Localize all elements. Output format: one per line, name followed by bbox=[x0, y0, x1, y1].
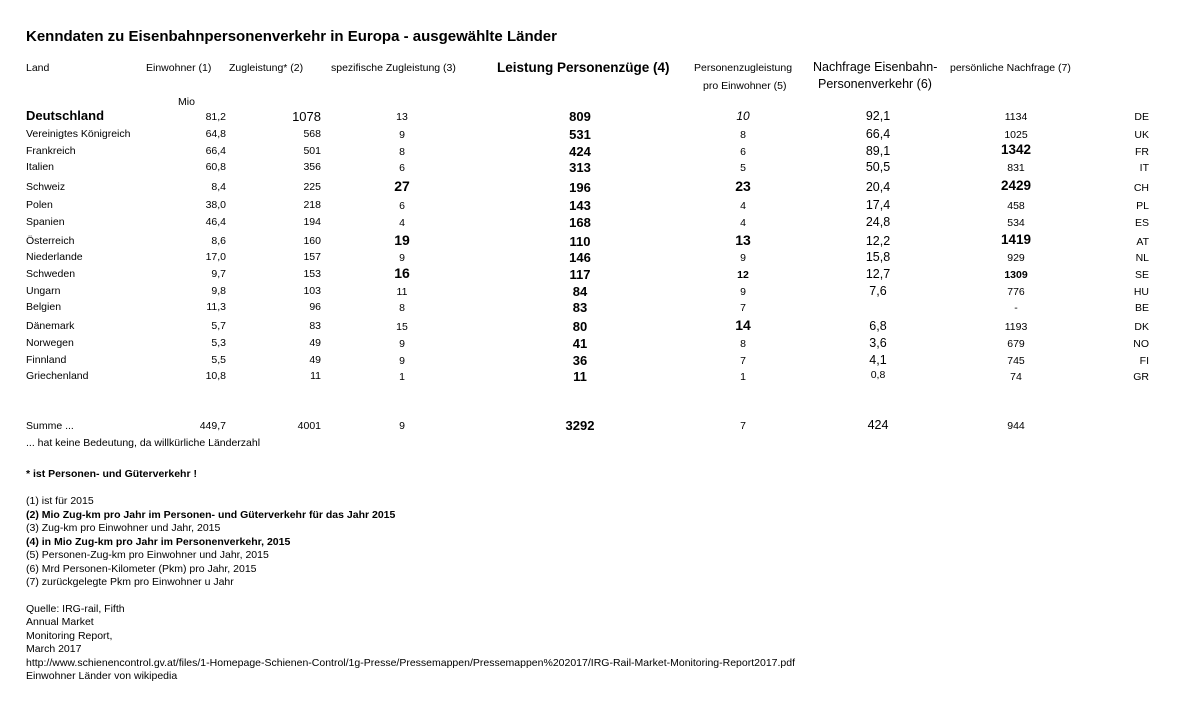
row-zugleistung: 218 bbox=[303, 199, 321, 211]
star-note: * ist Personen- und Güterverkehr ! bbox=[26, 468, 197, 480]
footnote-6: (6) Mrd Personen-Kilometer (Pkm) pro Jahr, 2015 bbox=[26, 563, 257, 575]
row-einwohner: 60,8 bbox=[205, 161, 226, 173]
row-persoenliche: 1342 bbox=[1000, 142, 1032, 157]
row-country-code: FI bbox=[1139, 355, 1149, 367]
row-zugleistung: 356 bbox=[303, 161, 321, 173]
row-persoenliche: 1309 bbox=[1004, 269, 1028, 281]
row-country-code: CH bbox=[1133, 182, 1149, 194]
source-line-4: March 2017 bbox=[26, 643, 82, 655]
row-einwohner: 17,0 bbox=[205, 251, 226, 263]
summe-label: Summe ... bbox=[26, 420, 74, 432]
row-country-code: DE bbox=[1134, 111, 1149, 123]
row-nachfrage: 92,1 bbox=[865, 109, 891, 123]
row-personenzuege: 11 bbox=[573, 369, 587, 384]
row-spezifisch: 9 bbox=[399, 129, 405, 141]
row-country-name: Österreich bbox=[26, 235, 75, 247]
row-personenzuege: 809 bbox=[569, 109, 591, 124]
row-nachfrage: 0,8 bbox=[870, 369, 886, 381]
row-country-name: Dänemark bbox=[26, 320, 75, 332]
row-spezifisch: 8 bbox=[399, 302, 405, 314]
row-nachfrage: 7,6 bbox=[869, 284, 887, 298]
row-pz-einwohner: 4 bbox=[740, 200, 746, 212]
row-pz-einwohner: 9 bbox=[740, 286, 746, 298]
row-pz-einwohner: 8 bbox=[740, 338, 746, 350]
row-zugleistung: 49 bbox=[309, 354, 321, 366]
row-pz-einwohner: 10 bbox=[736, 109, 750, 123]
row-country-code: AT bbox=[1136, 236, 1149, 248]
row-einwohner: 8,4 bbox=[211, 181, 226, 193]
row-spezifisch: 4 bbox=[399, 217, 405, 229]
header-unit-mio: Mio bbox=[178, 96, 195, 108]
row-personenzuege: 83 bbox=[572, 300, 588, 315]
row-persoenliche: 74 bbox=[1010, 371, 1022, 383]
row-persoenliche: 1134 bbox=[1004, 111, 1028, 123]
row-country-code: IT bbox=[1139, 162, 1149, 174]
row-zugleistung: 96 bbox=[309, 301, 321, 313]
row-zugleistung: 160 bbox=[303, 235, 321, 247]
header-leistung-personenzuege: Leistung Personenzüge (4) bbox=[497, 60, 670, 75]
footnote-1: (1) ist für 2015 bbox=[26, 495, 94, 507]
row-country-name: Vereinigtes Königreich bbox=[26, 128, 131, 140]
row-zugleistung: 83 bbox=[309, 320, 321, 332]
summe-spezifisch: 9 bbox=[399, 420, 405, 432]
row-personenzuege: 41 bbox=[572, 336, 588, 351]
source-line-1: Quelle: IRG-rail, Fifth bbox=[26, 603, 125, 615]
row-country-code: PL bbox=[1136, 200, 1149, 212]
header-nachfrage-line2: Personenverkehr (6) bbox=[818, 77, 932, 91]
row-country-name: Ungarn bbox=[26, 285, 61, 297]
row-persoenliche: 679 bbox=[1007, 338, 1025, 350]
summe-pz-einwohner: 7 bbox=[740, 420, 746, 432]
summe-zugleistung: 4001 bbox=[297, 420, 321, 432]
summe-personenzuege: 3292 bbox=[565, 418, 595, 433]
row-personenzuege: 531 bbox=[569, 127, 591, 142]
row-einwohner: 38,0 bbox=[205, 199, 226, 211]
row-einwohner: 46,4 bbox=[205, 216, 226, 228]
row-country-code: ES bbox=[1134, 217, 1149, 229]
row-pz-einwohner: 4 bbox=[740, 217, 746, 229]
row-personenzuege: 80 bbox=[572, 319, 588, 334]
row-personenzuege: 110 bbox=[569, 234, 591, 249]
row-spezifisch: 27 bbox=[394, 178, 410, 194]
footnote-3: (3) Zug-km pro Einwohner und Jahr, 2015 bbox=[26, 522, 221, 534]
row-spezifisch: 6 bbox=[399, 162, 405, 174]
row-einwohner: 81,2 bbox=[205, 111, 226, 123]
row-einwohner: 9,8 bbox=[211, 285, 226, 297]
row-nachfrage: 50,5 bbox=[865, 160, 891, 174]
row-einwohner: 11,3 bbox=[206, 301, 226, 313]
row-spezifisch: 15 bbox=[396, 321, 408, 333]
header-pz-pro-einwohner-line2: pro Einwohner (5) bbox=[703, 80, 787, 92]
row-country-name: Spanien bbox=[26, 216, 65, 228]
source-line-2: Annual Market bbox=[26, 616, 94, 628]
row-nachfrage: 89,1 bbox=[865, 144, 891, 158]
page-title: Kenndaten zu Eisenbahnpersonenverkehr in Europa - ausgewählte Länder bbox=[26, 28, 557, 45]
row-country-code: HU bbox=[1133, 286, 1149, 298]
row-country-name: Schweiz bbox=[26, 181, 66, 193]
row-country-name: Finnland bbox=[26, 354, 67, 366]
row-spezifisch: 6 bbox=[399, 200, 405, 212]
row-personenzuege: 36 bbox=[572, 353, 588, 368]
row-zugleistung: 194 bbox=[303, 216, 321, 228]
row-country-code: BE bbox=[1134, 302, 1149, 314]
row-einwohner: 5,7 bbox=[211, 320, 226, 332]
row-country-name: Griechenland bbox=[26, 370, 89, 382]
row-zugleistung: 153 bbox=[303, 268, 321, 280]
summe-nachfrage: 424 bbox=[867, 418, 889, 432]
row-einwohner: 5,3 bbox=[211, 337, 226, 349]
row-persoenliche: 745 bbox=[1007, 355, 1025, 367]
row-personenzuege: 168 bbox=[569, 215, 591, 230]
header-land: Land bbox=[26, 62, 50, 74]
row-country-name: Deutschland bbox=[26, 108, 105, 123]
row-zugleistung: 11 bbox=[310, 370, 321, 382]
row-nachfrage: 17,4 bbox=[865, 198, 891, 212]
row-einwohner: 64,8 bbox=[205, 128, 226, 140]
row-zugleistung: 1078 bbox=[292, 109, 321, 124]
row-pz-einwohner: 1 bbox=[740, 371, 746, 383]
row-zugleistung: 501 bbox=[303, 145, 321, 157]
footnote-4: (4) in Mio Zug-km pro Jahr im Personenverkehr, 2015 bbox=[26, 536, 291, 548]
row-country-name: Belgien bbox=[26, 301, 62, 313]
header-spezifische-zugleistung: spezifische Zugleistung (3) bbox=[331, 62, 456, 74]
row-einwohner: 5,5 bbox=[211, 354, 226, 366]
row-persoenliche: 1193 bbox=[1004, 321, 1028, 333]
row-country-name: Frankreich bbox=[26, 145, 76, 157]
row-personenzuege: 196 bbox=[569, 180, 591, 195]
summe-persoenliche: 944 bbox=[1007, 420, 1025, 432]
row-pz-einwohner: 7 bbox=[740, 355, 746, 367]
row-zugleistung: 225 bbox=[303, 181, 321, 193]
row-persoenliche: 534 bbox=[1007, 217, 1025, 229]
footnote-2: (2) Mio Zug-km pro Jahr im Personen- und Güterverkehr für das Jahr 2015 bbox=[26, 509, 396, 521]
row-spezifisch: 9 bbox=[399, 355, 405, 367]
row-country-code: GR bbox=[1133, 371, 1149, 383]
row-nachfrage: 24,8 bbox=[865, 215, 891, 229]
row-pz-einwohner: 12 bbox=[737, 269, 749, 281]
source-line-3: Monitoring Report, bbox=[26, 630, 113, 642]
row-pz-einwohner: 5 bbox=[740, 162, 746, 174]
row-personenzuege: 143 bbox=[569, 198, 591, 213]
row-spezifisch: 8 bbox=[399, 146, 405, 158]
row-nachfrage: 3,6 bbox=[869, 336, 887, 350]
row-country-name: Schweden bbox=[26, 268, 76, 280]
row-personenzuege: 146 bbox=[569, 250, 591, 265]
row-spezifisch: 9 bbox=[399, 338, 405, 350]
row-zugleistung: 157 bbox=[303, 251, 321, 263]
row-spezifisch: 9 bbox=[399, 252, 405, 264]
row-nachfrage: 4,1 bbox=[869, 353, 887, 367]
row-country-name: Italien bbox=[26, 161, 55, 173]
row-personenzuege: 84 bbox=[572, 284, 588, 299]
row-pz-einwohner: 7 bbox=[740, 302, 746, 314]
row-persoenliche: 1419 bbox=[1000, 232, 1032, 247]
row-nachfrage: 12,2 bbox=[865, 234, 891, 248]
row-personenzuege: 424 bbox=[569, 144, 591, 159]
row-persoenliche: 2429 bbox=[1000, 178, 1032, 193]
row-einwohner: 8,6 bbox=[211, 235, 226, 247]
row-country-code: DK bbox=[1134, 321, 1149, 333]
row-einwohner: 9,7 bbox=[211, 268, 226, 280]
row-persoenliche: 458 bbox=[1007, 200, 1025, 212]
row-zugleistung: 103 bbox=[303, 285, 321, 297]
row-persoenliche: 1025 bbox=[1004, 129, 1028, 141]
row-nachfrage: 6,8 bbox=[869, 319, 887, 333]
row-country-code: FR bbox=[1135, 146, 1149, 158]
row-pz-einwohner: 6 bbox=[740, 146, 746, 158]
row-personenzuege: 313 bbox=[569, 160, 591, 175]
row-spezifisch: 11 bbox=[396, 286, 408, 298]
row-spezifisch: 1 bbox=[399, 371, 405, 383]
row-country-name: Niederlande bbox=[26, 251, 83, 263]
row-country-code: UK bbox=[1134, 129, 1149, 141]
header-zugleistung: Zugleistung* (2) bbox=[229, 62, 304, 74]
row-nachfrage: 20,4 bbox=[865, 180, 891, 194]
row-pz-einwohner: 23 bbox=[735, 178, 751, 194]
row-country-code: NO bbox=[1133, 338, 1149, 350]
row-persoenliche: 929 bbox=[1007, 252, 1025, 264]
row-pz-einwohner: 13 bbox=[735, 232, 751, 248]
row-spezifisch: 16 bbox=[394, 265, 410, 281]
row-country-code: NL bbox=[1135, 252, 1149, 264]
header-pz-pro-einwohner-line1: Personenzugleistung bbox=[694, 62, 793, 74]
source-line-6: Einwohner Länder von wikipedia bbox=[26, 670, 178, 682]
row-nachfrage: 15,8 bbox=[865, 250, 891, 264]
row-zugleistung: 568 bbox=[303, 128, 321, 140]
row-persoenliche: 831 bbox=[1007, 162, 1025, 174]
footnote-5: (5) Personen-Zug-km pro Einwohner und Jahr, 2015 bbox=[26, 549, 269, 561]
summe-einwohner: 449,7 bbox=[199, 420, 226, 432]
footnote-7: (7) zurückgelegte Pkm pro Einwohner u Jahr bbox=[26, 576, 234, 588]
row-spezifisch: 13 bbox=[396, 111, 408, 123]
row-pz-einwohner: 9 bbox=[740, 252, 746, 264]
row-country-name: Norwegen bbox=[26, 337, 74, 349]
row-zugleistung: 49 bbox=[309, 337, 321, 349]
row-nachfrage: 12,7 bbox=[865, 267, 891, 281]
summe-note: ... hat keine Bedeutung, da willkürliche Länderzahl bbox=[26, 437, 261, 449]
header-persoenliche-nachfrage: persönliche Nachfrage (7) bbox=[950, 62, 1071, 74]
row-spezifisch: 19 bbox=[394, 232, 410, 248]
row-einwohner: 66,4 bbox=[205, 145, 226, 157]
row-country-code: SE bbox=[1134, 269, 1149, 281]
row-personenzuege: 117 bbox=[569, 267, 591, 282]
row-pz-einwohner: 8 bbox=[740, 129, 746, 141]
row-country-name: Polen bbox=[26, 199, 53, 211]
header-nachfrage-line1: Nachfrage Eisenbahn- bbox=[813, 60, 938, 74]
row-persoenliche: - bbox=[1014, 302, 1018, 314]
row-pz-einwohner: 14 bbox=[735, 317, 751, 333]
row-einwohner: 10,8 bbox=[205, 370, 226, 382]
row-nachfrage: 66,4 bbox=[865, 127, 891, 141]
source-url-link[interactable]: http://www.schienencontrol.gv.at/files/1-Homepage-Schienen-Control/1g-Presse/Pressemappen/Pressemappen%202017/IRG-Rail-Market-Monitoring-Report2017.pdf bbox=[26, 657, 796, 669]
header-einwohner: Einwohner (1) bbox=[146, 62, 212, 74]
row-persoenliche: 776 bbox=[1007, 286, 1025, 298]
